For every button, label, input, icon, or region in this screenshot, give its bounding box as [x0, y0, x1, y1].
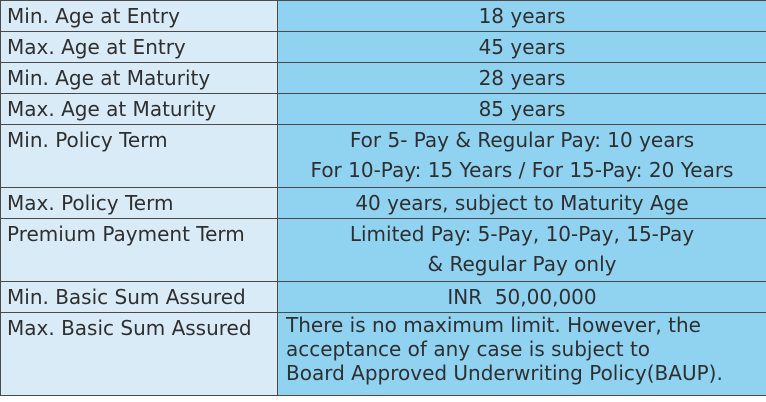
row-value-min-sum-assured	[278, 282, 766, 313]
table-row	[1, 282, 766, 313]
table-row	[1, 32, 766, 63]
value-line: There is no maximum limit. However, the	[286, 313, 701, 337]
row-value-min-age-entry	[278, 1, 766, 32]
row-value-premium-payment-term	[278, 219, 766, 282]
row-value-min-policy-term	[278, 125, 766, 188]
row-label-min-sum-assured: Min. Basic Sum Assured	[1, 282, 278, 313]
value-line: Board Approved Underwriting Policy(BAUP).	[286, 361, 723, 385]
row-label-premium-payment-term: Premium Payment Term	[1, 219, 278, 282]
value-line: acceptance of any case is subject to	[286, 337, 651, 361]
row-label-max-age-entry: Max. Age at Entry	[1, 32, 278, 63]
table-row	[1, 125, 766, 188]
value-line: 85 years	[478, 97, 566, 121]
value-line: 18 years	[478, 4, 566, 28]
table-row	[1, 188, 766, 219]
value-line: For 5- Pay & Regular Pay: 10 years	[349, 128, 695, 152]
value-line: For 10-Pay: 15 Years / For 15-Pay: 20 Years	[310, 158, 734, 182]
value-line: 28 years	[478, 66, 566, 90]
value-line: 40 years, subject to Maturity Age	[355, 191, 689, 215]
row-value-min-age-maturity	[278, 63, 766, 94]
row-value-max-sum-assured	[278, 313, 766, 396]
value-line: & Regular Pay only	[427, 252, 617, 276]
row-value-max-policy-term	[278, 188, 766, 219]
table-row	[1, 219, 766, 282]
table-row	[1, 94, 766, 125]
row-label-min-age-maturity: Min. Age at Maturity	[1, 63, 278, 94]
row-value-max-age-entry	[278, 32, 766, 63]
row-value-max-age-maturity	[278, 94, 766, 125]
value-line: INR 50,00,000	[447, 285, 597, 309]
row-label-max-policy-term: Max. Policy Term	[1, 188, 278, 219]
table-row	[1, 63, 766, 94]
row-label-max-age-maturity: Max. Age at Maturity	[1, 94, 278, 125]
row-label-max-sum-assured: Max. Basic Sum Assured	[1, 313, 278, 396]
value-line: Limited Pay: 5-Pay, 10-Pay, 15-Pay	[349, 222, 695, 246]
table-row	[1, 313, 766, 396]
row-label-min-age-entry: Min. Age at Entry	[1, 1, 278, 32]
row-label-min-policy-term: Min. Policy Term	[1, 125, 278, 188]
value-line: 45 years	[478, 35, 566, 59]
table-row	[1, 1, 766, 32]
